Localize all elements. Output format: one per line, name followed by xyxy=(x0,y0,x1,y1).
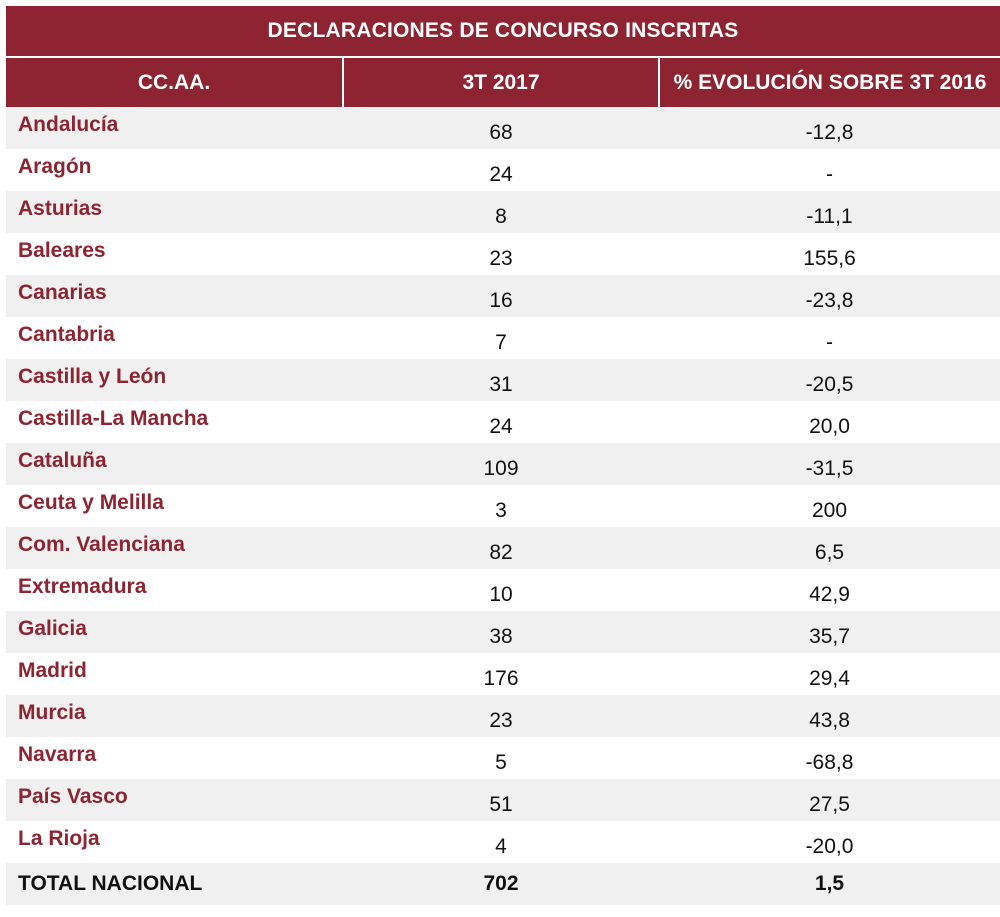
value-3t2017-cell: 23 xyxy=(343,695,659,737)
evolution-cell: 200 xyxy=(659,485,1000,527)
column-header-region: CC.AA. xyxy=(6,57,343,107)
region-name-cell: Ceuta y Melilla xyxy=(6,485,343,527)
region-name-cell: Extremadura xyxy=(6,569,343,611)
value-3t2017-cell: 7 xyxy=(343,317,659,359)
value-3t2017-cell: 3 xyxy=(343,485,659,527)
value-3t2017-cell: 31 xyxy=(343,359,659,401)
evolution-cell: -68,8 xyxy=(659,737,1000,779)
value-3t2017-cell: 23 xyxy=(343,233,659,275)
evolution-cell: 27,5 xyxy=(659,779,1000,821)
region-name-cell: País Vasco xyxy=(6,779,343,821)
value-3t2017-cell: 4 xyxy=(343,821,659,863)
region-name-cell: Asturias xyxy=(6,191,343,233)
table-row xyxy=(6,779,1000,821)
region-name-cell: La Rioja xyxy=(6,821,343,863)
value-3t2017-cell: 68 xyxy=(343,107,659,149)
region-name-cell: Madrid xyxy=(6,653,343,695)
region-name-cell: Andalucía xyxy=(6,107,343,149)
table-row xyxy=(6,695,1000,737)
value-3t2017-cell: 109 xyxy=(343,443,659,485)
table-row xyxy=(6,107,1000,149)
value-3t2017-cell: 16 xyxy=(343,275,659,317)
evolution-cell: 20,0 xyxy=(659,401,1000,443)
table-row xyxy=(6,275,1000,317)
table-row xyxy=(6,653,1000,695)
table-row xyxy=(6,443,1000,485)
evolution-cell: 43,8 xyxy=(659,695,1000,737)
value-3t2017-cell: 24 xyxy=(343,149,659,191)
evolution-cell: 42,9 xyxy=(659,569,1000,611)
evolution-cell: -20,5 xyxy=(659,359,1000,401)
table-title: DECLARACIONES DE CONCURSO INSCRITAS xyxy=(6,6,1000,57)
region-name-cell: Aragón xyxy=(6,149,343,191)
table-row xyxy=(6,191,1000,233)
evolution-cell: -11,1 xyxy=(659,191,1000,233)
region-name-cell: Murcia xyxy=(6,695,343,737)
table-row xyxy=(6,485,1000,527)
region-name-cell: Castilla y León xyxy=(6,359,343,401)
region-name-cell: Cataluña xyxy=(6,443,343,485)
evolution-cell: -23,8 xyxy=(659,275,1000,317)
total-evolution: 1,5 xyxy=(659,863,1000,905)
table-row xyxy=(6,401,1000,443)
column-header-evolution: % EVOLUCIÓN SOBRE 3T 2016 xyxy=(659,57,1000,107)
region-name-cell: Canarias xyxy=(6,275,343,317)
value-3t2017-cell: 51 xyxy=(343,779,659,821)
value-3t2017-cell: 38 xyxy=(343,611,659,653)
table-row xyxy=(6,611,1000,653)
evolution-cell: 155,6 xyxy=(659,233,1000,275)
evolution-cell: 6,5 xyxy=(659,527,1000,569)
data-table xyxy=(6,6,1000,905)
total-row xyxy=(6,863,1000,905)
evolution-cell: 35,7 xyxy=(659,611,1000,653)
table-row xyxy=(6,359,1000,401)
value-3t2017-cell: 82 xyxy=(343,527,659,569)
value-3t2017-cell: 8 xyxy=(343,191,659,233)
value-3t2017-cell: 24 xyxy=(343,401,659,443)
evolution-cell: - xyxy=(659,317,1000,359)
value-3t2017-cell: 176 xyxy=(343,653,659,695)
evolution-cell: -20,0 xyxy=(659,821,1000,863)
total-label: TOTAL NACIONAL xyxy=(6,863,343,905)
evolution-cell: -31,5 xyxy=(659,443,1000,485)
region-name-cell: Com. Valenciana xyxy=(6,527,343,569)
region-name-cell: Cantabria xyxy=(6,317,343,359)
table-body xyxy=(6,107,1000,863)
table-row xyxy=(6,527,1000,569)
table-row xyxy=(6,317,1000,359)
region-name-cell: Navarra xyxy=(6,737,343,779)
region-name-cell: Galicia xyxy=(6,611,343,653)
value-3t2017-cell: 5 xyxy=(343,737,659,779)
table-row xyxy=(6,233,1000,275)
evolution-cell: - xyxy=(659,149,1000,191)
table-row xyxy=(6,737,1000,779)
value-3t2017-cell: 10 xyxy=(343,569,659,611)
region-name-cell: Baleares xyxy=(6,233,343,275)
table-row xyxy=(6,569,1000,611)
column-header-3t2017: 3T 2017 xyxy=(343,57,659,107)
table-row xyxy=(6,821,1000,863)
region-name-cell: Castilla-La Mancha xyxy=(6,401,343,443)
total-value: 702 xyxy=(343,863,659,905)
evolution-cell: 29,4 xyxy=(659,653,1000,695)
table-row xyxy=(6,149,1000,191)
evolution-cell: -12,8 xyxy=(659,107,1000,149)
